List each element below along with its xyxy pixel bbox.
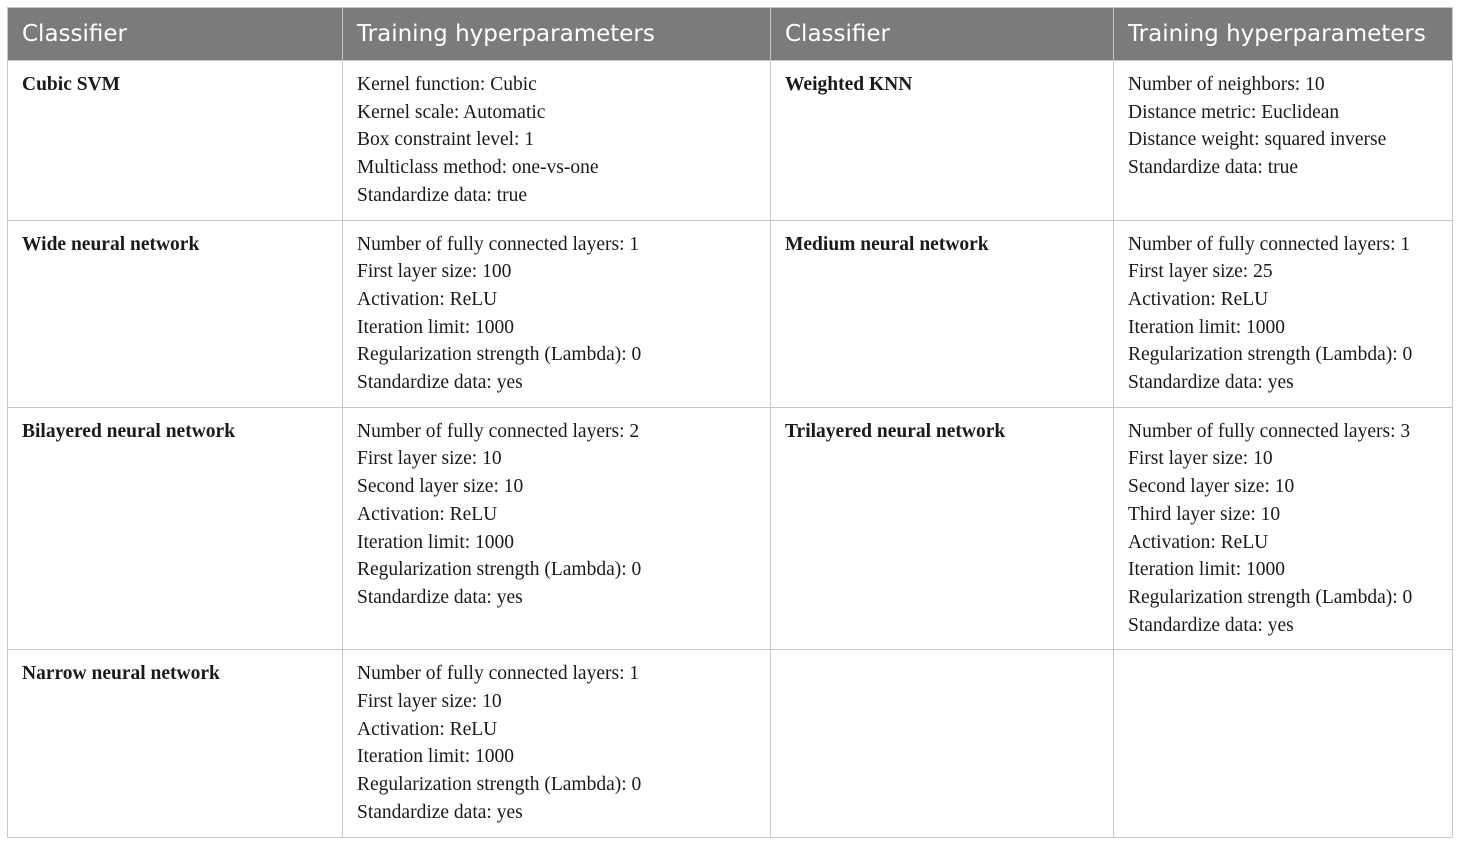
classifier-name: Bilayered neural network [8, 407, 343, 650]
classifier-name: Trilayered neural network [771, 407, 1114, 650]
hyperparameter-list [343, 650, 771, 837]
hyperparameter-item: Number of fully connected layers: 1 [357, 663, 640, 685]
table-row [8, 407, 1453, 650]
hyperparameter-item: First layer size: 10 [357, 691, 502, 713]
hyperparameter-item: Regularization strength (Lambda): 0 [1128, 586, 1413, 608]
classifier-name [771, 650, 1114, 837]
hyperparameter-item: Number of neighbors: 10 [1128, 74, 1325, 95]
hyperparameter-item: First layer size: 100 [357, 261, 512, 283]
table-row [8, 220, 1453, 407]
classifier-name: Narrow neural network [8, 650, 343, 837]
hyperparameter-item: Activation: ReLU [1128, 531, 1269, 553]
hyperparameter-item: Number of fully connected layers: 3 [1128, 420, 1411, 442]
hyperparameter-item: Iteration limit: 1000 [1128, 559, 1286, 581]
hyperparameter-item: Regularization strength (Lambda): 0 [1128, 344, 1413, 366]
hyperparameter-list [1114, 407, 1453, 650]
hyperparameter-item: Regularization strength (Lambda): 0 [357, 774, 642, 796]
hyperparameter-item: Iteration limit: 1000 [357, 316, 515, 338]
hyperparameter-item: First layer size: 10 [1128, 448, 1273, 470]
header-hyperparameters-left: Training hyperparameters [343, 8, 771, 61]
header-hyperparameters-right: Training hyperparameters [1114, 8, 1453, 61]
hyperparameter-list [1114, 220, 1453, 407]
hyperparameter-list [343, 407, 771, 650]
classifier-name: Weighted KNN [771, 61, 1114, 221]
hyperparameter-item: First layer size: 25 [1128, 261, 1273, 283]
header-classifier-right: Classifier [771, 8, 1114, 61]
hyperparameter-item: Regularization strength (Lambda): 0 [357, 559, 642, 581]
hyperparameter-item: Box constraint level: 1 [357, 129, 535, 151]
hyperparameter-list [343, 61, 771, 221]
classifier-name: Medium neural network [771, 220, 1114, 407]
hyperparameter-item: Second layer size: 10 [1128, 476, 1295, 498]
hyperparameter-item: Standardize data: yes [1128, 614, 1294, 636]
hyperparameter-item: Third layer size: 10 [1128, 503, 1281, 525]
hyperparameter-list [1114, 61, 1453, 221]
hyperparameter-item: Multiclass method: one-vs-one [357, 157, 599, 179]
hyperparameter-item: Standardize data: yes [357, 372, 523, 394]
hyperparameter-item: Kernel function: Cubic [357, 74, 537, 95]
hyperparameter-item: First layer size: 10 [357, 448, 502, 470]
table-row [8, 650, 1453, 837]
hyperparameter-list [343, 220, 771, 407]
hyperparameter-item: Standardize data: true [1128, 157, 1299, 179]
hyperparameter-item: Distance weight: squared inverse [1128, 129, 1387, 151]
hyperparameter-item: Number of fully connected layers: 1 [1128, 233, 1411, 255]
table-body [8, 61, 1453, 838]
hyperparameter-item: Iteration limit: 1000 [357, 746, 515, 768]
header-classifier-left: Classifier [8, 8, 343, 61]
hyperparameter-item: Iteration limit: 1000 [1128, 316, 1286, 338]
hyperparameter-list [1114, 650, 1453, 837]
hyperparameter-item: Standardize data: true [357, 184, 528, 206]
classifier-name: Wide neural network [8, 220, 343, 407]
hyperparameter-item: Regularization strength (Lambda): 0 [357, 344, 642, 366]
hyperparameter-item: Standardize data: yes [1128, 372, 1294, 394]
table-row [8, 61, 1453, 221]
hyperparameter-item: Standardize data: yes [357, 586, 523, 608]
table-header [8, 8, 1453, 61]
hyperparameter-item: Activation: ReLU [1128, 288, 1269, 310]
hyperparameter-item: Number of fully connected layers: 1 [357, 233, 640, 255]
hyperparameter-item: Distance metric: Euclidean [1128, 101, 1340, 123]
hyperparameter-item: Iteration limit: 1000 [357, 531, 515, 553]
hyperparameters-table [7, 7, 1453, 838]
hyperparameter-item: Activation: ReLU [357, 718, 498, 740]
hyperparameter-item: Number of fully connected layers: 2 [357, 420, 640, 442]
hyperparameter-item: Standardize data: yes [357, 801, 523, 823]
hyperparameter-item: Kernel scale: Automatic [357, 101, 546, 123]
classifier-name: Cubic SVM [8, 61, 343, 221]
hyperparameter-item: Activation: ReLU [357, 503, 498, 525]
hyperparameter-item: Second layer size: 10 [357, 476, 524, 498]
header-row [8, 8, 1453, 61]
hyperparameter-item: Activation: ReLU [357, 288, 498, 310]
